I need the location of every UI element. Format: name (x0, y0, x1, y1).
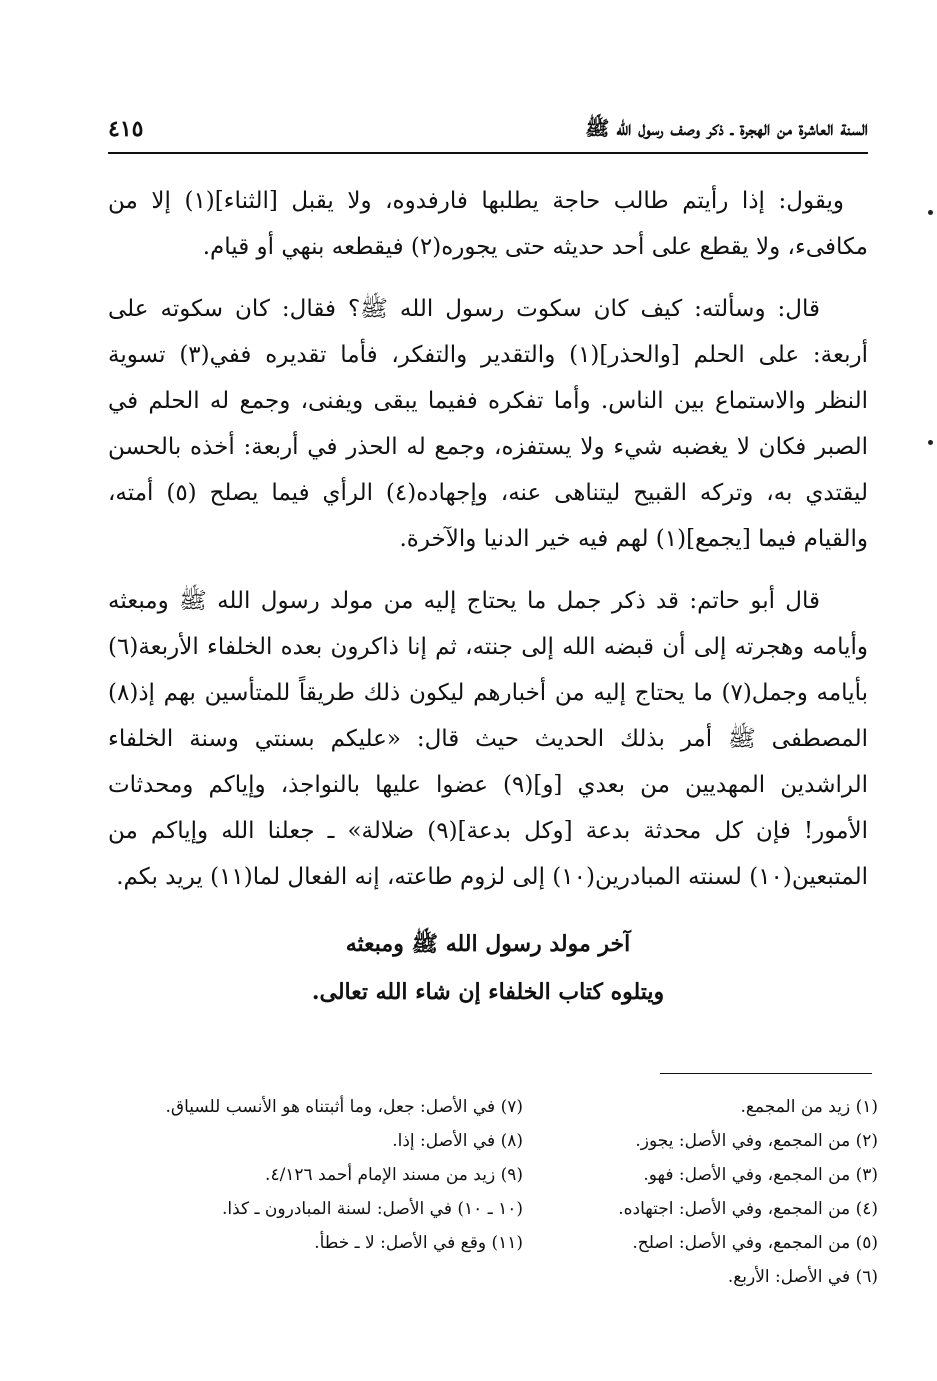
footnote-5: (٥) من المجمع، وفي الأصل: اصلح. (632, 1233, 878, 1253)
main-text (108, 178, 868, 916)
closing-line-2: ويتلوه كتاب الخلفاء إن شاء الله تعالى. (311, 979, 665, 1005)
footnote-10: (١٠ ـ ١٠) في الأصل: لسنة المبادرون ـ كذا. (221, 1199, 523, 1219)
footnotes-left-column (143, 1090, 523, 1260)
closing-line-1: آخر مولد رسول الله ﷺ ومبعثه (345, 931, 631, 957)
footnote-11: (١١) وقع في الأصل: لا ـ خطأ. (314, 1233, 523, 1253)
scan-mark (928, 210, 933, 215)
footnote-4: (٤) من المجمع، وفي الأصل: اجتهاده. (618, 1199, 878, 1219)
closing-note (108, 920, 868, 1016)
scan-mark (928, 440, 933, 445)
footnotes-right-column (498, 1090, 878, 1294)
paragraph-1: ويقول: إذا رأيتم طالب حاجة يطلبها فارفدوه، ولا يقبل [الثناء](١) إلا من مكافىء، ولا يقطع على أحد حديثه حتى يجوره(٢) فيقطعه بنهي أو قيام. (108, 188, 868, 260)
running-header (108, 112, 868, 154)
paragraph-3: قال أبو حاتم: قد ذكر جمل ما يحتاج إليه من مولد رسول الله ﷺ ومبعثه وأيامه وهجرته إلى أن قبضه الله إلى جنته، ثم إنا ذاكرون بعده الخلفاء الأربعة(٦) بأيامه وجمل(٧) ما يحتاج إليه من أخبارهم ليكون ذلك طريقاً للمتأسين بهم إذ(٨) المصطفى ﷺ أمر بذلك الحديث حيث قال: «عليكم بسنتي وسنة الخلفاء الراشدين المهديين من بعدي [و](٩) عضوا عليها بالنواجذ، وإياكم ومحدثات الأمور! فإن كل محدثة بدعة [وكل بدعة](٩) ضلالة» ـ جعلنا الله وإياكم من المتبعين(١٠) لسنته المبادرين(١٠) إلى لزوم طاعته، إنه الفعال لما(١١) يريد بكم. (108, 588, 868, 890)
footnote-7: (٧) في الأصل: جعل، وما أثبتناه هو الأنسب للسياق. (165, 1097, 523, 1117)
footnote-3: (٣) من المجمع، وفي الأصل: فهو. (643, 1165, 878, 1185)
footnote-8: (٨) في الأصل: إذا. (392, 1131, 523, 1151)
footnote-2: (٢) من المجمع، وفي الأصل: يجوز. (635, 1131, 878, 1151)
footnote-1: (١) زيد من المجمع. (740, 1097, 878, 1117)
footnote-9: (٩) زيد من مسند الإمام أحمد ٤/١٢٦. (265, 1165, 523, 1185)
footnote-6: (٦) في الأصل: الأربع. (727, 1267, 878, 1287)
paragraph-2: قال: وسألته: كيف كان سكوت رسول الله ﷺ؟ فقال: كان سكوته على أربعة: على الحلم [والحذر](١) والتقدير والتفكر، فأما تقديره ففي(٣) تسوية النظر والاستماع بين الناس. وأما تفكره ففيما يبقى ويفنى، وجمع له الحلم في الصبر فكان لا يغضبه شيء ولا يستفزه، وجمع له الحذر في أربعة: أخذه بالحسن ليقتدي به، وتركه القبيح ليتناهى عنه، وإجهاده(٤) الرأي فيما يصلح (٥) أمته، والقيام فيما [يجمع](١) لهم فيه خير الدنيا والآخرة. (108, 296, 868, 552)
header-title: السنة العاشرة من الهجرة ـ ذكر وصف رسول الله ﷺ (585, 116, 868, 140)
footnote-divider (660, 1073, 872, 1074)
page-number: ٤١٥ (108, 116, 144, 142)
